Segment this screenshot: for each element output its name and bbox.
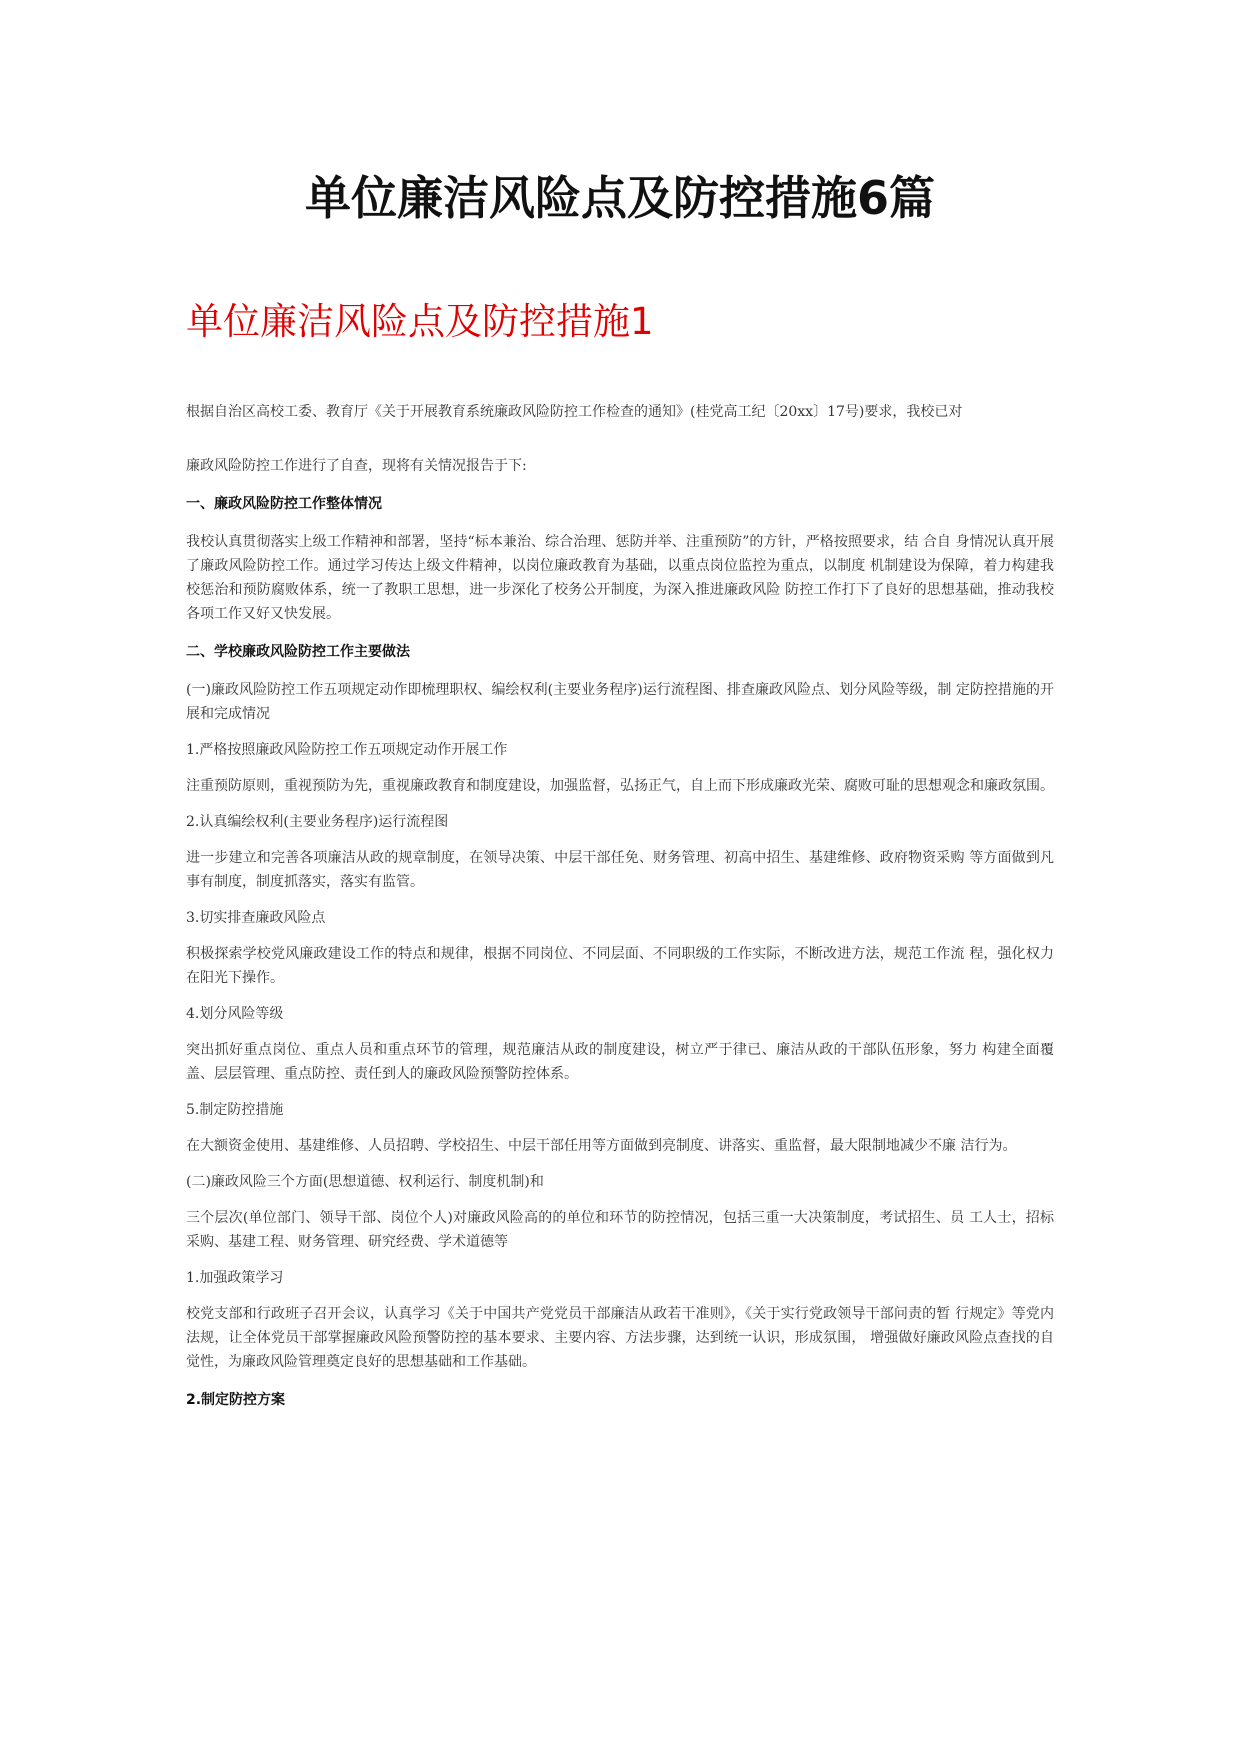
- paragraph-five-actions: (一)廉政风险防控工作五项规定动作即梳理职权、编绘权利(主要业务程序)运行流程图、排查廉政风险点、划分风险等级，制 定防控措施的开展和完成情况: [186, 682, 1054, 722]
- item-title: 3.切实排查廉政风险点: [186, 910, 326, 926]
- document-body: [186, 400, 1054, 1412]
- item-text: 突出抓好重点岗位、重点人员和重点环节的管理，规范廉洁从政的制度建设，树立严于律已、廉洁从政的干部队伍形象，努力 构建全面覆盖、层层管理、重点防控、责任到人的廉政风险预警防控体系。: [186, 1042, 1054, 1082]
- intro-paragraph-continued: 廉政风险防控工作进行了自查，现将有关情况报告于下:: [186, 458, 527, 474]
- document-title: 单位廉洁风险点及防控措施6篇: [304, 171, 935, 225]
- item-title-bold: 2.制定防控方案: [186, 1392, 286, 1408]
- item-title: 5.制定防控措施: [186, 1102, 284, 1118]
- intro-paragraph: 根据自治区高校工委、教育厅《关于开展教育系统廉政风险防控工作检查的通知》(桂党高工纪〔20xx〕17号)要求，我校已对: [186, 404, 963, 420]
- heading-main-practices: 二、学校廉政风险防控工作主要做法: [186, 644, 410, 660]
- item-title: 2.认真编绘权利(主要业务程序)运行流程图: [186, 814, 449, 830]
- item-text: 在大额资金使用、基建维修、人员招聘、学校招生、中层干部任用等方面做到亮制度、讲落实、重监督，最大限制地减少不廉 洁行为。: [186, 1138, 1017, 1154]
- paragraph-overall-situation: 我校认真贯彻落实上级工作精神和部署，坚持“标本兼治、综合治理、惩防并举、注重预防”的方针，严格按照要求，结 合自 身情况认真开展了廉政风险防控工作。通过学习传达上级文件精神，以岗位廉政教育为基础，以重点岗位监控为重点，以制度 机制建设为保障，着力构建我校惩治和预防腐败体系，统一了教职工思想，进一步深化了校务公开制度，为深入推进廉政风险 防控工作打下了良好的思想基础，推动我校各项工作又好又快发展。: [186, 534, 1054, 622]
- item-title: 4.划分风险等级: [186, 1006, 284, 1022]
- item-text: 校党支部和行政班子召开会议，认真学习《关于中国共产党党员干部廉洁从政若干准则》，《关于实行党政领导干部问责的暂 行规定》等党内法规，让全体党员干部掌握廉政风险预警防控的基本要求、主要内容、方法步骤，达到统一认识，形成氛围， 增强做好廉政风险点查找的自觉性，为廉政风险管理奠定良好的思想基础和工作基础。: [186, 1306, 1054, 1370]
- item-text: 注重预防原则，重视预防为先，重视廉政教育和制度建设，加强监督，弘扬正气，自上而下形成廉政光荣、腐败可耻的思想观念和廉政氛围。: [186, 778, 1054, 794]
- paragraph-three-aspects: (二)廉政风险三个方面(思想道德、权利运行、制度机制)和: [186, 1174, 544, 1190]
- item-title: 1.加强政策学习: [186, 1270, 284, 1286]
- item-text: 积极探索学校党风廉政建设工作的特点和规律，根据不同岗位、不同层面、不同职级的工作实际，不断改进方法，规范工作流 程，强化权力在阳光下操作。: [186, 946, 1054, 986]
- item-title: 1.严格按照廉政风险防控工作五项规定动作开展工作: [186, 742, 508, 758]
- section-title: 单位廉洁风险点及防控措施1: [186, 300, 654, 343]
- paragraph-three-levels: 三个层次(单位部门、领导干部、岗位个人)对廉政风险高的的单位和环节的防控情况，包括三重一大决策制度，考试招生、员 工人士，招标采购、基建工程、财务管理、研究经费、学术道德等: [186, 1210, 1054, 1250]
- heading-overall-situation: 一、廉政风险防控工作整体情况: [186, 496, 382, 512]
- item-text: 进一步建立和完善各项廉洁从政的规章制度，在领导决策、中层干部任免、财务管理、初高中招生、基建维修、政府物资采购 等方面做到凡事有制度，制度抓落实，落实有监管。: [186, 850, 1054, 890]
